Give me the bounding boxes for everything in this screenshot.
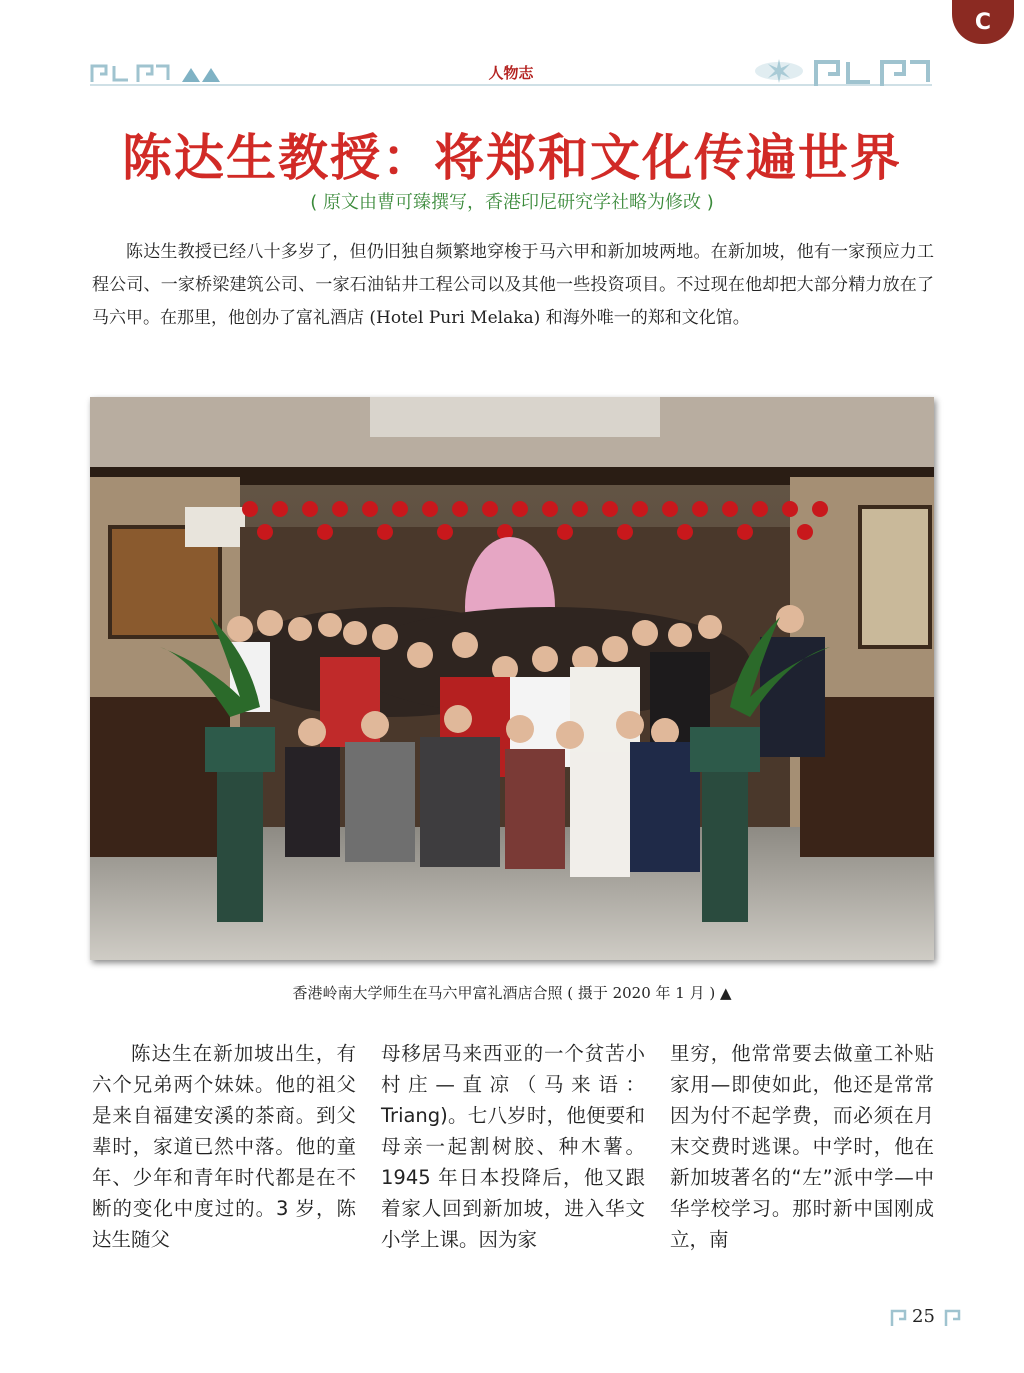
fret-ornament-footer-left-icon [890, 1308, 910, 1328]
section-label: 人物志 [488, 64, 534, 82]
group-photo-illustration [90, 397, 934, 960]
photo-caption: 香港岭南大学师生在马六甲富礼酒店合照 ( 摄于 2020 年 1 月 ) ▲ [292, 984, 732, 1002]
body-column-1: 陈达生在新加坡出生，有六个兄弟两个妹妹。他的祖父是来自福建安溪的茶商。到父辈时，家道已然中落。他的童年、少年和青年时代都是在不断的变化中度过的。3 岁，陈达生随父 [92, 1042, 356, 1251]
article-title: 陈达生教授：将郑和文化传遍世界 [122, 129, 902, 187]
page-number: 25 [912, 1306, 935, 1327]
body-columns [92, 1038, 934, 1255]
intro-paragraph: 陈达生教授已经八十多岁了，但仍旧独自频繁地穿梭于马六甲和新加坡两地。在新加坡，他有一家预应力工程公司、一家桥梁建筑公司、一家石油钻井工程公司以及其他一些投资项目。不过现在他却把大部分精力放在了马六甲。在那里，他创办了富礼酒店 (Hotel Puri Melaka) 和海外唯一的郑和文化馆。 [92, 242, 934, 328]
corner-badge: C [952, 0, 1014, 44]
page-footer [890, 1306, 970, 1330]
header-rule [90, 84, 932, 86]
fret-ornament-right-icon [812, 58, 932, 88]
body-column-3: 里穷，他常常要去做童工补贴家用—即使如此，他还是常常因为付不起学费，而必须在月末交费时逃课。中学时，他在新加坡著名的“左”派中学—中华学校学习。那时新中国刚成立，南 [670, 1042, 934, 1251]
group-photo [90, 397, 934, 960]
article-subtitle: ( 原文由曹可臻撰写，香港印尼研究学社略为修改 ) [310, 192, 714, 213]
fret-ornament-footer-right-icon [942, 1308, 962, 1328]
body-column-2: 母移居马来西亚的一个贫苦小村庄—直凉（马来语：Triang)。七八岁时，他便要和母亲一起割树胶、种木薯。1945 年日本投降后，他又跟着家人回到新加坡，进入华文小学上课。因为家 [381, 1042, 645, 1251]
snowflake-ornament-icon [754, 58, 804, 84]
page-header [90, 58, 932, 88]
